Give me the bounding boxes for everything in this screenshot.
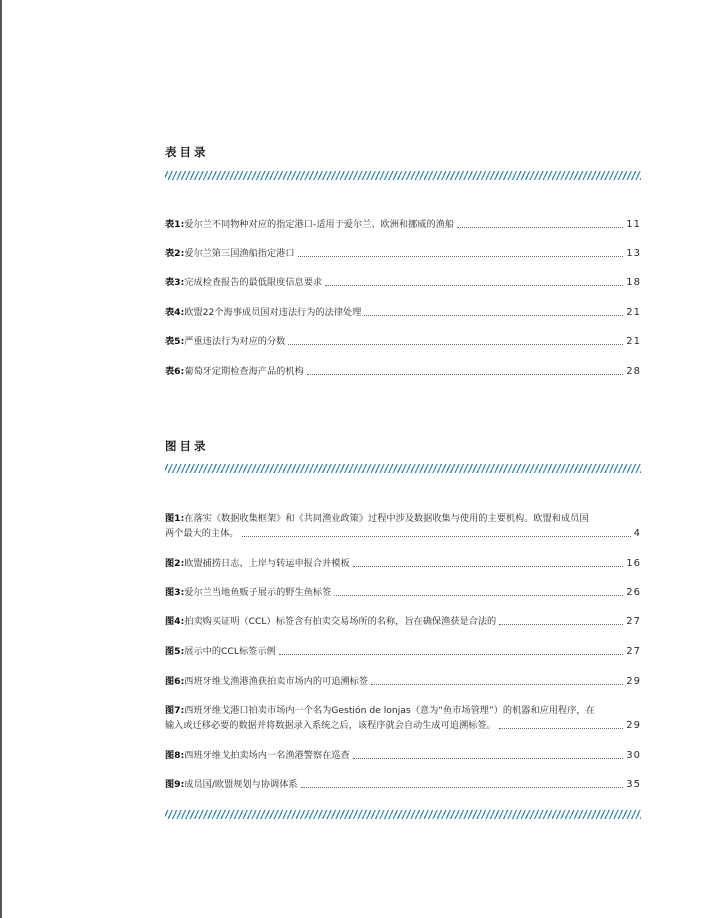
figure-entry-6[interactable]: 图6:西班牙维戈渔港渔获拍卖市场内的可追溯标签 29	[165, 676, 641, 687]
figure-entry-2[interactable]: 图2:欧盟捕捞日志、上岸与转运申报合并模板 16	[165, 558, 641, 569]
figure-entry-8[interactable]: 图8:西班牙维戈拍卖场内一名渔港警察在巡查 30	[165, 750, 641, 761]
table-entry-4[interactable]: 表4:欧盟22个海事成员国对违法行为的法律处理 21	[165, 307, 641, 318]
figure-entry-7[interactable]: 图7:西班牙维戈港口拍卖市场内一个名为Gestión de lonjas（意为“鱼市场管理”）的机器和应用程序，在 输入或迁移必要的数据并将数据录入系统之后，该程序就会自动生成可追溯标签。 29	[165, 705, 641, 731]
bottom-hatch-divider	[165, 810, 641, 819]
tables-hatch-divider	[165, 171, 641, 180]
tables-heading: 表目录	[165, 145, 209, 159]
table-entry-5[interactable]: 表5:严重违法行为对应的分数 21	[165, 336, 641, 347]
table-entry-1[interactable]: 表1:爱尔兰不同物种对应的指定港口-适用于爱尔兰、欧洲和挪威的渔船 11	[165, 219, 641, 230]
table-entry-2[interactable]: 表2:爱尔兰第三国渔船指定港口 13	[165, 248, 641, 259]
figure-entry-3[interactable]: 图3:爱尔兰当地鱼贩子展示的野生鱼标签 26	[165, 587, 641, 598]
figure-entry-4[interactable]: 图4:拍卖购买证明（CCL）标签含有拍卖交易场所的名称，旨在确保渔获是合法的 27	[165, 616, 641, 627]
table-entry-3[interactable]: 表3:完成检查报告的最低限度信息要求 18	[165, 277, 641, 288]
figure-entry-1[interactable]: 图1:在落实《数据收集框架》和《共同渔业政策》过程中涉及数据收集与使用的主要机构。欧盟和成员国 两个最大的主体。 4	[165, 513, 641, 539]
figures-heading: 图目录	[165, 439, 209, 453]
figure-entry-9[interactable]: 图9:成员国/欧盟规划与协调体系 35	[165, 779, 641, 790]
figure-entry-5[interactable]: 图5:展示中的CCL标签示例 27	[165, 646, 641, 657]
page-edge-rule	[0, 0, 2, 918]
figures-hatch-divider	[165, 464, 641, 473]
table-entry-6[interactable]: 表6:葡萄牙定期检查海产品的机构 28	[165, 366, 641, 377]
